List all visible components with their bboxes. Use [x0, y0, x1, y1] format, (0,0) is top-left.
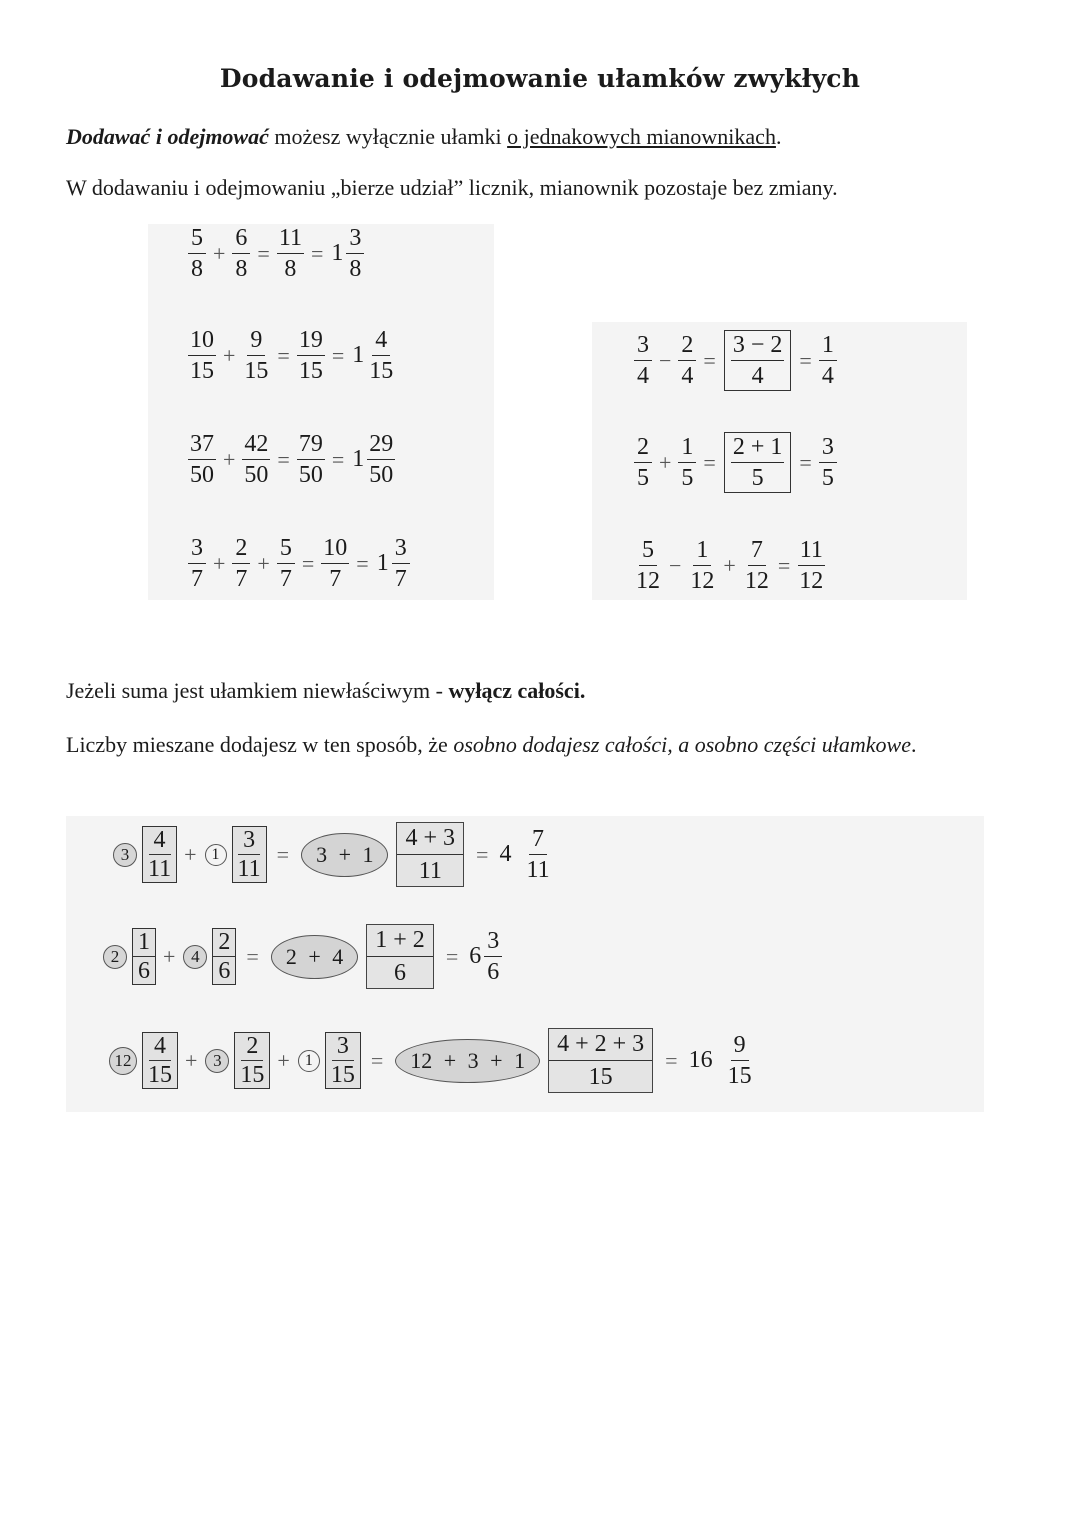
fraction: $\frac{5}{12}$ — [636, 537, 660, 594]
example-row: $\frac{37}{50}$ + $\frac{42}{50}$ = $\frac{79}{50}$ = 1 $\frac{29}{50}$ — [190, 431, 394, 488]
fraction: $\frac{7}{12}$ — [744, 537, 769, 594]
fraction: $\frac{3}{4}$ — [634, 333, 652, 388]
mixed-example-row: 2 1 6 + 4 $\frac{2}{6}$ = 2 + 4 $\frac{1 + 2}{6}$ = 6 $\frac{3}{6}$ — [100, 924, 504, 989]
rule-end: . — [775, 124, 782, 149]
whole-circle: 3 — [113, 843, 137, 867]
parts-sum-box: $\frac{4 + 2 + 3}{15}$ — [548, 1028, 653, 1093]
mixed-example-row: 12 4 15 + 3 2 15 + 1 $\frac{3}{15}$ = 12 + 3 + 1 $\frac{4 + 2 + 3}{15}$ = 16 $\frac{9}{15}$ — [106, 1028, 756, 1093]
boxed-fraction: $\frac{2 + 1}{5}$ — [724, 432, 792, 493]
wholes-sum-oval: 3 + 1 — [301, 833, 388, 877]
fraction: $\frac{3}{5}$ — [819, 435, 837, 490]
boxed-fraction: 4 11 — [142, 826, 177, 883]
fraction: $\frac{29}{50}$ — [369, 431, 394, 488]
fraction: $\frac{1}{5}$ — [678, 435, 696, 490]
fraction: $\frac{3}{6}$ — [484, 929, 502, 984]
fraction: $\frac{10}{15}$ — [190, 327, 214, 384]
mixed-numbers-note: Liczby mieszane dodajesz w ten sposób, że osobno dodajesz całości, a osobno części ułamkowe. — [66, 732, 917, 757]
mixed-example-row: 3 4 11 + 1 $\frac{3}{11}$ = 3 + 1 $\frac{4 + 3}{11}$ = 4 $\frac{7}{11}$ — [110, 822, 554, 887]
fraction: $\frac{1}{12}$ — [690, 537, 715, 594]
boxed-fraction: 4 15 — [142, 1032, 178, 1089]
fraction: $\frac{79}{50}$ — [298, 431, 323, 488]
whole-circle: 4 — [183, 945, 207, 969]
whole-circle: 1 — [298, 1050, 320, 1072]
fraction: $\frac{7}{11}$ — [526, 826, 550, 883]
fraction: $\frac{1}{4}$ — [819, 333, 837, 388]
rule-emphasis: Dodawać i odejmować — [66, 124, 269, 149]
fraction: $\frac{6}{8}$ — [232, 226, 250, 281]
boxed-fraction: $\frac{3 - 2}{4}$ — [724, 330, 792, 391]
rule-underline: o jednakowych mianownikach — [507, 124, 776, 149]
example-row: $\frac{3}{4}$ − $\frac{2}{4}$ = $\frac{3 - 2}{4}$ = $\frac{1}{4}$ — [632, 330, 839, 391]
example-row: $\frac{5}{12}$ − $\frac{1}{12}$ + $\frac{7}{12}$ = $\frac{11}{12}$ — [636, 537, 824, 594]
numerator-paragraph: W dodawaniu i odejmowaniu „bierze udział” licznik, mianownik pozostaje bez zmiany. — [66, 175, 838, 200]
example-row: $\frac{5}{8}$ + $\frac{6}{8}$ = $\frac{11}{8}$ = 1 $\frac{3}{8}$ — [186, 226, 366, 281]
example-row: $\frac{10}{15}$ + $\frac{9}{15}$ = $\frac{19}{15}$ = 1 $\frac{4}{15}$ — [190, 327, 394, 384]
rule-paragraph — [66, 124, 781, 150]
boxed-fraction: 1 6 — [132, 928, 156, 985]
fraction: $\frac{4}{15}$ — [369, 327, 394, 384]
note-italic: osobno dodajesz całości, a osobno części ułamkowe — [453, 732, 911, 757]
boxed-fraction: $\frac{2}{6}$ — [212, 928, 236, 985]
fraction: $\frac{5}{8}$ — [188, 226, 206, 281]
fraction: $\frac{3}{8}$ — [346, 226, 364, 281]
whole-circle: 1 — [205, 844, 227, 866]
fraction: $\frac{11}{12}$ — [799, 537, 824, 594]
fraction: $\frac{9}{15}$ — [244, 327, 269, 384]
fraction: $\frac{11}{8}$ — [278, 225, 302, 282]
example-row: $\frac{2}{5}$ + $\frac{1}{5}$ = $\frac{2 + 1}{5}$ = $\frac{3}{5}$ — [632, 432, 839, 493]
wholes-sum-oval: 2 + 4 — [271, 935, 358, 979]
fraction: $\frac{9}{15}$ — [727, 1032, 752, 1089]
fraction: $\frac{37}{50}$ — [190, 431, 214, 488]
fraction: $\frac{10}{7}$ — [323, 535, 348, 592]
wholes-sum-oval: 12 + 3 + 1 — [395, 1039, 540, 1083]
fraction: $\frac{42}{50}$ — [244, 431, 269, 488]
example-row: $\frac{3}{7}$ + $\frac{2}{7}$ + $\frac{5}{7}$ = $\frac{10}{7}$ = 1 $\frac{3}{7}$ — [186, 536, 412, 591]
boxed-fraction: 2 15 — [234, 1032, 270, 1089]
fraction: $\frac{19}{15}$ — [298, 327, 323, 384]
fraction: $\frac{3}{7}$ — [188, 536, 206, 591]
note-bold: wyłącz całości. — [448, 678, 586, 703]
whole-circle: 12 — [109, 1047, 137, 1075]
mixed-numbers-panel — [66, 816, 984, 1112]
parts-sum-box: $\frac{1 + 2}{6}$ — [366, 924, 434, 989]
whole-circle: 3 — [205, 1049, 229, 1073]
page-title: Dodawanie i odejmowanie ułamków zwykłych — [219, 64, 861, 93]
fraction: $\frac{5}{7}$ — [277, 536, 295, 591]
fraction: $\frac{2}{4}$ — [678, 333, 696, 388]
boxed-fraction: $\frac{3}{11}$ — [232, 826, 267, 883]
boxed-examples-panel — [592, 322, 967, 600]
fraction: $\frac{2}{7}$ — [232, 536, 250, 591]
boxed-fraction: $\frac{3}{15}$ — [325, 1032, 361, 1089]
parts-sum-box: $\frac{4 + 3}{11}$ — [396, 822, 464, 887]
whole-circle: 2 — [103, 945, 127, 969]
addition-examples-panel — [148, 224, 494, 600]
rule-text: możesz wyłącznie ułamki — [268, 124, 508, 149]
fraction: $\frac{3}{7}$ — [392, 536, 410, 591]
fraction: $\frac{2}{5}$ — [634, 435, 652, 490]
improper-fraction-note: Jeżeli suma jest ułamkiem niewłaściwym - wyłącz całości. — [66, 678, 586, 703]
